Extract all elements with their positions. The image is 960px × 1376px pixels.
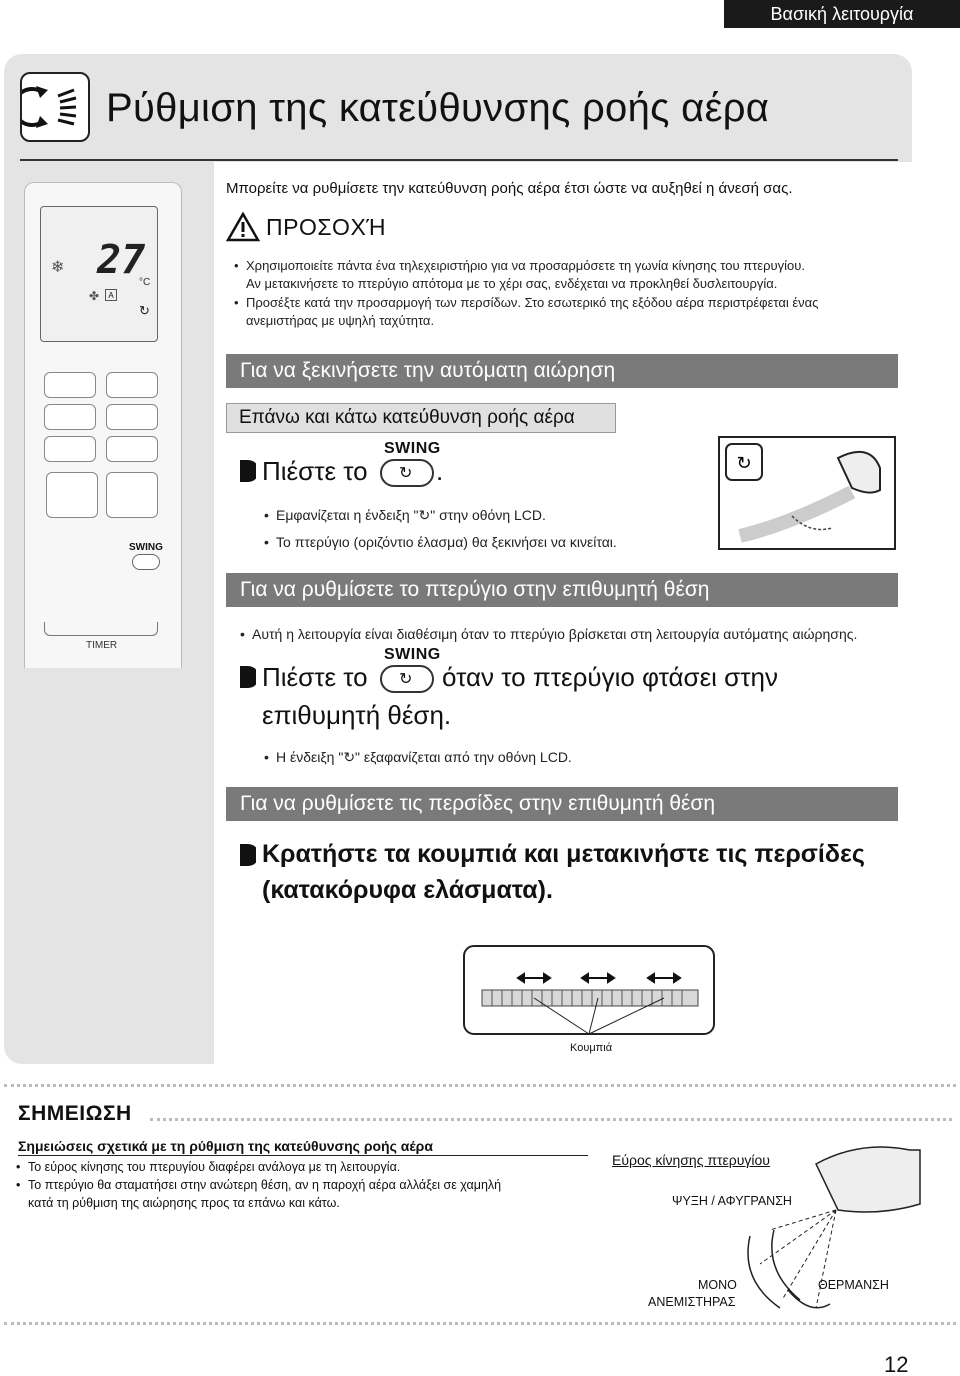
airflow-swing-icon xyxy=(20,72,90,142)
section-tab: Βασική λειτουργία xyxy=(724,0,960,28)
swing-icon: ↻ xyxy=(399,465,413,482)
warning-icon xyxy=(226,212,260,247)
swing-button-graphic xyxy=(380,665,434,693)
remote-button xyxy=(44,372,96,398)
note-subtitle: Σημειώσεις σχετικά με τη ρύθμιση της κατεύθυνσης ροής αέρα xyxy=(18,1138,433,1154)
auto-swing-bullet: • Εμφανίζεται η ένδειξη "↻" στην οθόνη LCD. xyxy=(276,506,546,524)
remote-button xyxy=(106,472,158,518)
caution-item-cont: ανεμιστήρας με υψηλή ταχύτητα. xyxy=(246,313,435,328)
swing-label: SWING xyxy=(384,646,441,663)
page-number: 12 xyxy=(884,1352,909,1376)
step-text: Πιέστε το xyxy=(262,662,368,692)
remote-button xyxy=(106,404,158,430)
auto-swing-subheader: Επάνω και κάτω κατεύθυνση ροής αέρα xyxy=(226,403,616,433)
flap-range-diagram xyxy=(620,1140,950,1320)
swing-icon: ↻ xyxy=(399,671,413,688)
knobs-label: Κουμπιά xyxy=(570,1042,613,1054)
svg-text:↻: ↻ xyxy=(736,453,752,474)
swing-label: SWING xyxy=(384,440,441,457)
swing-illustration xyxy=(718,436,896,550)
caution-item-cont: Αν μετακινήσετε το πτερύγιο απότομα με το χέρι σας, ενδέχεται να προκληθεί δυσλειτουργία. xyxy=(246,276,778,291)
fan-only-label-2: ΑΝΕΜΙΣΤΗΡΑΣ xyxy=(648,1295,736,1309)
step-marker-icon xyxy=(240,460,256,482)
step-text-line2: επιθυμητή θέση. xyxy=(262,700,452,730)
title-divider xyxy=(20,159,898,161)
dotted-divider xyxy=(4,1084,956,1087)
caution-title: ΠΡΟΣΟΧΉ xyxy=(266,214,387,240)
snowflake-icon: ❄ xyxy=(51,259,65,276)
lcd-temperature: 27 xyxy=(97,237,146,283)
note-item: • Το εύρος κίνησης του πτερυγίου διαφέρει ανάλογα με τη λειτουργία. xyxy=(28,1158,568,1176)
note-rule xyxy=(18,1155,588,1156)
louvers-step-line1: Κρατήστε τα κουμπιά και μετακινήστε τις περσίδες xyxy=(262,840,865,868)
intro-text: Μπορείτε να ρυθμίσετε την κατεύθυνση ροής αέρα έτσι ώστε να αυξηθεί η άνεσή σας. xyxy=(226,180,793,197)
range-title: Εύρος κίνησης πτερυγίου xyxy=(612,1152,770,1168)
remote-swing-button xyxy=(132,554,160,570)
indoor-unit-illustration xyxy=(462,944,716,1036)
step-text: Πιέστε το xyxy=(262,456,368,486)
note-item-cont: κατά τη ρύθμιση της αιώρησης προς τα επάνω και κάτω. xyxy=(28,1196,340,1210)
step-text-cont: όταν το πτερύγιο φτάσει στην xyxy=(442,662,778,692)
heat-label: ΘΕΡΜΑΝΣΗ xyxy=(818,1278,889,1292)
caution-item: • Χρησιμοποιείτε πάντα ένα τηλεχειριστήριο για να προσαρμόσετε τη γωνία κίνησης του πτερυγίου. xyxy=(246,257,805,275)
remote-button xyxy=(46,472,98,518)
flap-position-header: Για να ρυθμίσετε το πτερύγιο στην επιθυμητή θέση xyxy=(226,573,898,607)
cool-dry-label: ΨΥΞΗ / ΑΦΥΓΡΑΝΣΗ xyxy=(672,1194,792,1208)
note-title: ΣΗΜΕΙΩΣΗ xyxy=(18,1102,132,1125)
auto-swing-bullet: • Το πτερύγιο (οριζόντιο έλασμα) θα ξεκινήσει να κινείται. xyxy=(276,533,617,551)
remote-button xyxy=(44,436,96,462)
fan-icon: ✤ xyxy=(89,289,100,303)
auto-icon: A xyxy=(105,289,117,301)
flap-note: • Αυτή η λειτουργία είναι διαθέσιμη όταν το πτερύγιο βρίσκεται στη λειτουργία αυτόματης αιώρησης. xyxy=(252,625,857,643)
louvers-step-line2: (κατακόρυφα ελάσματα). xyxy=(262,876,553,904)
remote-lcd xyxy=(40,206,158,342)
remote-timer-label: TIMER xyxy=(86,640,118,651)
fan-only-label-1: ΜΟΝΟ xyxy=(698,1278,737,1292)
remote-button xyxy=(44,404,96,430)
lcd-unit: °C xyxy=(139,277,151,288)
note-item: • Το πτερύγιο θα σταματήσει στην ανώτερη θέση, αν η παροχή αέρα αλλάξει σε χαμηλή xyxy=(28,1176,568,1194)
lcd-swing-icon: ↻ xyxy=(139,303,150,318)
swing-icon: ↻ xyxy=(343,749,356,765)
step-marker-icon xyxy=(240,844,256,866)
step-period: . xyxy=(436,456,444,486)
page-title: Ρύθμιση της κατεύθυνσης ροής αέρα xyxy=(106,86,770,130)
remote-timer-bracket xyxy=(44,622,158,636)
remote-swing-label: SWING xyxy=(129,542,163,553)
swing-icon: ↻ xyxy=(418,507,431,523)
flap-bullet: • Η ένδειξη "↻" εξαφανίζεται από την οθόνη LCD. xyxy=(276,748,572,766)
note-dotted-rule xyxy=(150,1118,952,1121)
step-marker-icon xyxy=(240,666,256,688)
remote-button xyxy=(106,372,158,398)
louvers-header: Για να ρυθμίσετε τις περσίδες στην επιθυμητή θέση xyxy=(226,787,898,821)
auto-swing-header: Για να ξεκινήσετε την αυτόματη αιώρηση xyxy=(226,354,898,388)
caution-item: • Προσέξτε κατά την προσαρμογή των περσίδων. Στο εσωτερικό της εξόδου αέρα περιστρέφεται ένας xyxy=(246,294,818,312)
dotted-divider xyxy=(4,1322,956,1325)
remote-button xyxy=(106,436,158,462)
swing-button-graphic xyxy=(380,459,434,487)
